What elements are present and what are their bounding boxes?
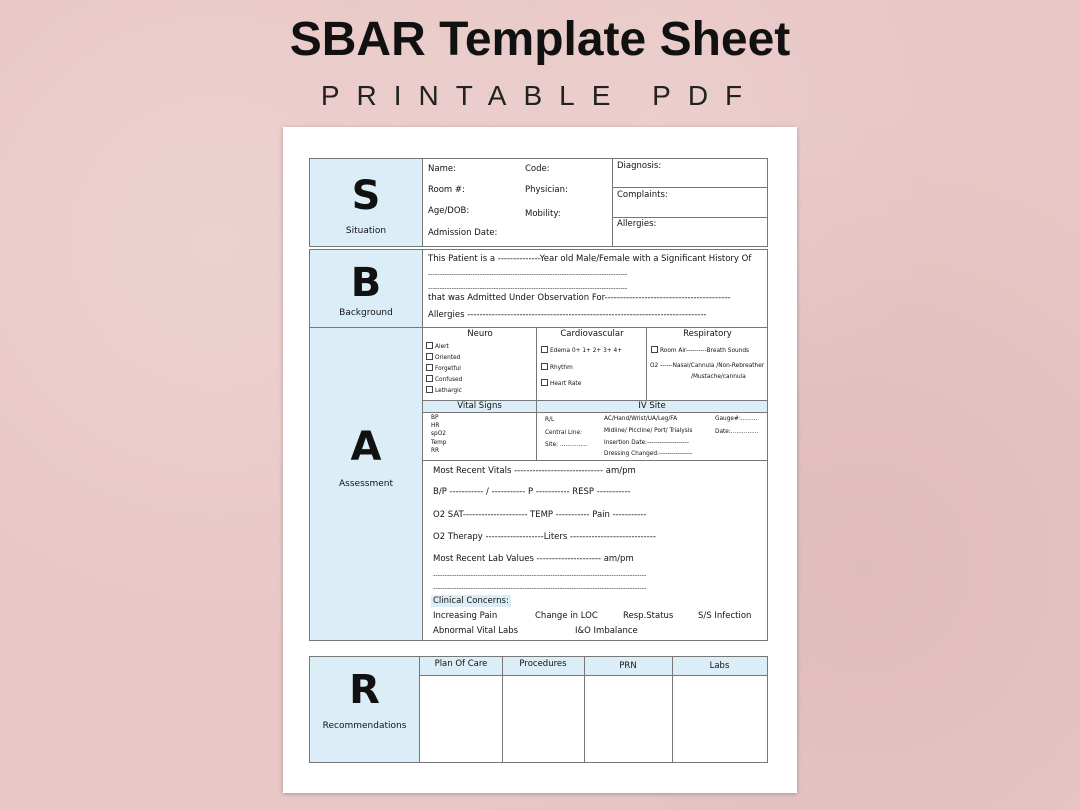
iv-site-header xyxy=(536,400,768,413)
iv-gauge[interactable]: Gauge#:......... xyxy=(715,416,758,422)
iv-site-cell xyxy=(536,400,768,461)
o2-line[interactable]: O2 ------Nasal/Cannula /Non-Rebreather xyxy=(650,363,765,369)
situation-fields-cell xyxy=(422,158,613,247)
neuro-title: Neuro xyxy=(467,329,493,339)
background-line[interactable]: ------------------------------------------------------------------------------------- xyxy=(428,270,628,278)
iv-rl[interactable]: R/L xyxy=(545,417,555,423)
page-title: SBAR Template Sheet xyxy=(289,13,791,66)
dash-line[interactable]: ------------------------------------------------------------------------------------------- xyxy=(433,571,647,579)
prn-cell[interactable] xyxy=(585,677,672,763)
assessment-letter: A xyxy=(350,424,382,470)
iv-locations[interactable]: AC/Hand/Wrist/UA/Leg/FA xyxy=(604,416,678,422)
plan-of-care-header: Plan Of Care xyxy=(434,659,488,669)
situation-label: Situation xyxy=(345,226,387,236)
recommendations-label-cell xyxy=(309,656,420,763)
allergies-field[interactable]: Allergies: xyxy=(617,219,657,229)
vital-signs-header xyxy=(422,400,537,413)
background-line[interactable]: This Patient is a --------------Year old Male/Female with a Significant History Of xyxy=(428,254,752,264)
diagnosis-field[interactable]: Diagnosis: xyxy=(617,161,662,171)
situation-letter: S xyxy=(351,173,381,219)
background-line[interactable]: that was Admitted Under Observation For----------------------------------------- xyxy=(428,293,731,303)
clinical-concerns-title: Clinical Concerns: xyxy=(433,596,509,606)
mobility-field[interactable]: Mobility: xyxy=(525,209,561,219)
code-field[interactable]: Code: xyxy=(525,164,550,174)
cardiovascular-title: Cardiovascular xyxy=(560,329,624,339)
assessment-label: Assessment xyxy=(339,479,393,489)
concern-item[interactable]: Increasing Pain xyxy=(433,611,498,621)
respiratory-title: Respiratory xyxy=(683,329,732,339)
vital-signs-title: Vital Signs xyxy=(457,401,502,411)
background-label: Background xyxy=(339,308,393,318)
procedures-header: Procedures xyxy=(519,659,567,669)
vital-spo2[interactable]: spO2 xyxy=(431,431,446,437)
name-field[interactable]: Name: xyxy=(428,164,456,174)
neuro-cell xyxy=(422,327,537,401)
vital-rr[interactable]: RR xyxy=(431,448,440,454)
vital-signs-cell xyxy=(422,400,537,461)
room-field[interactable]: Room #: xyxy=(428,185,465,195)
cardiovascular-cell xyxy=(536,327,647,401)
vital-temp[interactable]: Temp xyxy=(431,440,447,446)
concern-item[interactable]: I&O Imbalance xyxy=(575,626,638,636)
concern-item[interactable]: S/S Infection xyxy=(698,611,752,621)
background-line[interactable]: Allergies ------------------------------------------------------------------------------ xyxy=(428,310,707,320)
sbar-sheet xyxy=(283,127,797,793)
edema-checkbox[interactable]: Edema 0+ 1+ 2+ 3+ 4+ xyxy=(541,346,622,354)
divider xyxy=(613,187,768,188)
iv-midline[interactable]: Midline/ Piccline/ Port/ Trialysis xyxy=(604,428,693,434)
recent-labs-line[interactable]: Most Recent Lab Values --------------------- am/pm xyxy=(433,554,634,564)
neuro-checkbox[interactable]: Confused xyxy=(426,375,462,383)
prn-header: PRN xyxy=(619,661,637,671)
admission-date-field[interactable]: Admission Date: xyxy=(428,228,498,238)
concern-item[interactable]: Change in LOC xyxy=(535,611,598,621)
iv-date[interactable]: Date:............... xyxy=(715,429,759,435)
situation-right-cell xyxy=(612,158,768,247)
procedures-cell[interactable] xyxy=(503,677,584,763)
assessment-label-cell xyxy=(309,327,423,641)
iv-site-title: IV Site xyxy=(638,401,666,411)
o2-line[interactable]: /Mustache/cannula xyxy=(691,374,746,380)
recent-o2sat-line[interactable]: O2 SAT--------------------- TEMP ----------- Pain ----------- xyxy=(433,510,647,520)
iv-insertion-date[interactable]: Insertion Date:-------------------- xyxy=(604,440,689,446)
concern-item[interactable]: Abnormal Vital Labs xyxy=(433,626,519,636)
divider xyxy=(613,217,768,218)
recent-bp-line[interactable]: B/P ----------- / ----------- P ----------- RESP ----------- xyxy=(433,487,631,497)
background-label-cell xyxy=(309,249,423,328)
recent-o2therapy-line[interactable]: O2 Therapy -------------------Liters ---------------------------- xyxy=(433,532,656,542)
iv-site-field[interactable]: Site: ............... xyxy=(545,442,588,448)
recommendations-table xyxy=(419,656,768,763)
neuro-checkbox[interactable]: Alert xyxy=(426,342,449,350)
page-subtitle: PRINTABLE PDF xyxy=(320,80,760,111)
situation-label-cell xyxy=(309,158,423,247)
physician-field[interactable]: Physician: xyxy=(525,185,568,195)
recent-vitals-cell xyxy=(422,460,768,641)
recommendations-label: Recommendations xyxy=(322,721,407,731)
neuro-checkbox[interactable]: Oriented xyxy=(426,353,460,361)
background-line[interactable]: ------------------------------------------------------------------------------------- xyxy=(428,284,628,292)
complaints-field[interactable]: Complaints: xyxy=(617,190,668,200)
age-dob-field[interactable]: Age/DOB: xyxy=(428,206,470,216)
labs-header: Labs xyxy=(709,661,730,671)
background-letter: B xyxy=(350,260,382,306)
heart-rate-checkbox[interactable]: Heart Rate xyxy=(541,379,581,387)
plan-of-care-cell[interactable] xyxy=(420,677,502,763)
dash-line[interactable]: ------------------------------------------------------------------------------------------- xyxy=(433,584,647,592)
iv-dressing-changed[interactable]: Dressing Changed:---------------- xyxy=(604,451,693,457)
respiratory-cell xyxy=(646,327,768,401)
neuro-checkbox[interactable]: Forgetful xyxy=(426,364,461,372)
rhythm-checkbox[interactable]: Rhythm xyxy=(541,363,573,371)
concern-item[interactable]: Resp.Status xyxy=(623,611,674,621)
room-air-checkbox[interactable]: Room Air----------Breath Sounds xyxy=(651,346,749,354)
recommendations-letter: R xyxy=(349,667,380,713)
recent-vitals-line[interactable]: Most Recent Vitals ----------------------------- am/pm xyxy=(433,466,636,476)
iv-central-line[interactable]: Central Line: xyxy=(545,430,582,436)
labs-cell[interactable] xyxy=(673,677,767,763)
vital-bp[interactable]: BP xyxy=(431,415,439,421)
background-text-cell xyxy=(422,249,768,328)
vital-hr[interactable]: HR xyxy=(431,423,440,429)
neuro-checkbox[interactable]: Lethargic xyxy=(426,386,462,394)
